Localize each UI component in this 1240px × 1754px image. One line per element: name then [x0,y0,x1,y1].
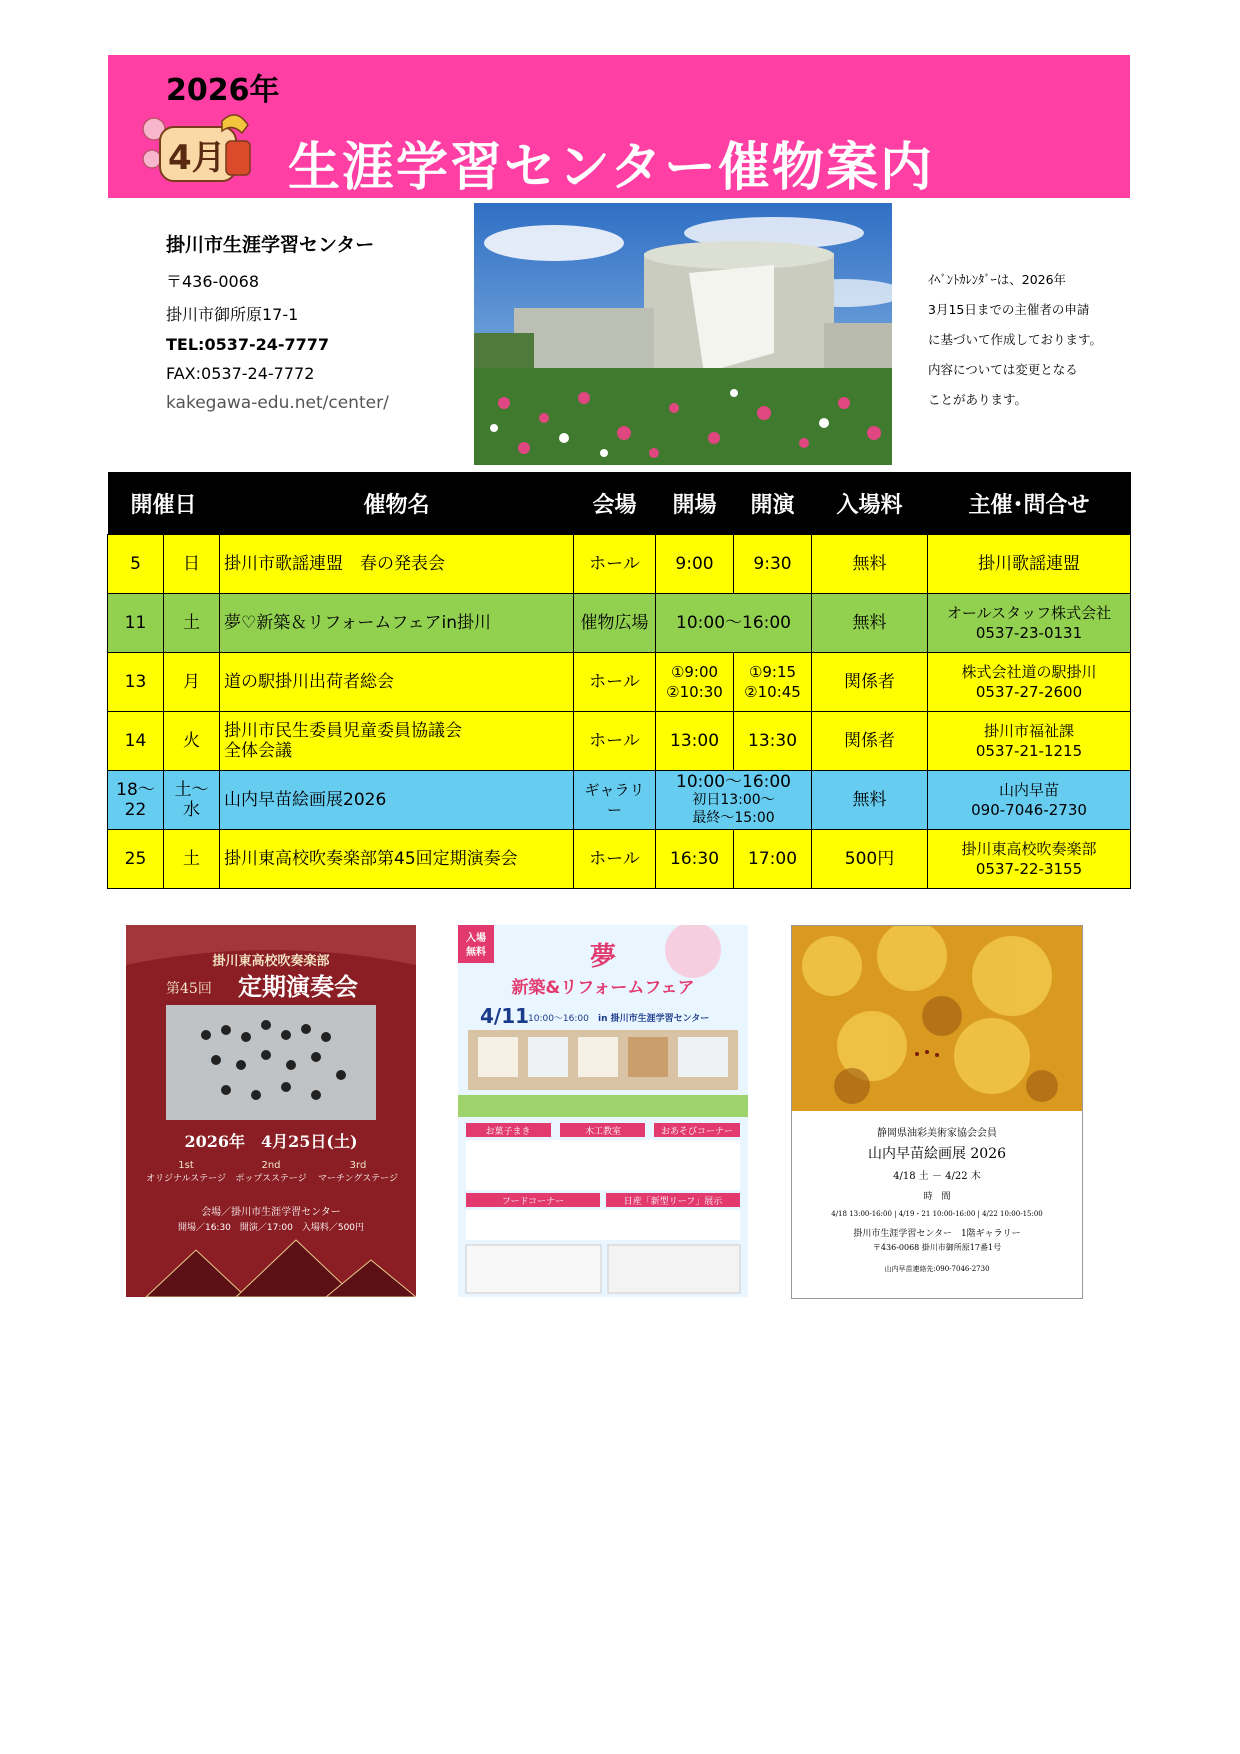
housing-fair-poster [458,925,748,1297]
header-start: 開演 [734,472,812,535]
notice-line: に基づいて作成しております。 [928,332,1103,347]
row-event [220,712,574,771]
poster2-section5: 日産「新型リーフ」展示 [623,1197,723,1207]
row-open [656,653,734,712]
notice-line: 内容については変更となる [928,362,1078,377]
row-venue: 催物広場 [574,594,656,653]
poster3-contact: 山内早苗連絡先:090-7046-2730 [884,1265,990,1273]
dow-end: 水 [183,800,200,820]
poster2-place: in 掛川市生涯学習センター [598,1014,710,1024]
table-row [108,830,1131,889]
row-dow: 土 [164,830,220,889]
poster1-date: 2026年 4月25日(土) [184,1132,358,1151]
poster2-section2: 木工教室 [584,1127,622,1137]
row-host [928,771,1131,830]
open-second: ②10:30 [666,683,723,701]
header-host: 主催･問合せ [928,472,1131,535]
row-fee: 関係者 [812,712,928,771]
header-open: 開場 [656,472,734,535]
row-dow: 月 [164,653,220,712]
header-month: 4月 [168,138,226,178]
poster1-stage3-name: マーチングステージ [318,1174,398,1184]
host-phone: 090-7046-2730 [971,801,1087,819]
time-first-day: 初日13:00～ [692,792,775,808]
table-row [108,653,1131,712]
event-line: 掛川市民生委員児童委員協議会 [224,721,463,741]
poster2-dream: 夢 [589,942,617,972]
row-event: 山内早苗絵画展2026 [220,771,574,830]
poster1-stage3: 3rd [349,1160,367,1171]
website-link[interactable]: kakegawa-edu.net/center/ [166,393,389,413]
building-photo [474,203,892,465]
poster1-times: 開場／16:30 開演／17:00 入場料／500円 [177,1223,365,1233]
row-time: 10:00～16:00 [656,594,812,653]
host-phone: 0537-23-0131 [975,624,1083,642]
start-second: ②10:45 [744,683,801,701]
row-dow [164,771,220,830]
row-start [734,653,812,712]
table-row [108,771,1131,830]
header-event: 催物名 [220,472,574,535]
row-start: 13:30 [734,712,812,771]
row-dow: 土 [164,594,220,653]
row-venue: ホール [574,653,656,712]
header-fee: 入場料 [812,472,928,535]
host-name: 掛川東高校吹奏楽部 [961,840,1097,858]
host-name: 株式会社道の駅掛川 [961,663,1097,681]
row-host [928,653,1131,712]
table-row [108,594,1131,653]
row-day: 25 [108,830,164,889]
poster2-badge-line1: 入場 [466,933,486,944]
row-event: 夢♡新築＆リフォームフェアin掛川 [220,594,574,653]
row-day: 11 [108,594,164,653]
open-first: ①9:00 [670,663,719,681]
poster2-section1: お菓子まき [485,1127,531,1137]
day-end: 22 [124,800,147,820]
poster2-time: 10:00～16:00 [528,1014,589,1024]
phone-number: TEL:0537-24-7777 [166,335,330,354]
row-host [928,712,1131,771]
day-start: 18～ [116,780,155,800]
poster2-date: 4/11 [480,1004,530,1028]
host-name: 掛川市福祉課 [984,722,1075,740]
poster2-title: 新築&リフォームフェア [511,978,695,998]
table-header-row [108,472,1131,535]
poster3-times: 4/18 13:00-16:00 | 4/19・21 10:00-16:00 | 4/22 10:00-15:00 [831,1210,1043,1218]
header-banner [108,55,1130,198]
table-row [108,535,1131,594]
dow-start: 土～ [174,780,209,800]
concert-poster [126,925,416,1297]
row-fee: 無料 [812,594,928,653]
host-phone: 0537-27-2600 [975,683,1083,701]
host-phone: 0537-21-1215 [975,742,1083,760]
row-fee: 関係者 [812,653,928,712]
poster3-dates: 4/18 土 － 4/22 木 [893,1171,981,1182]
address: 掛川市御所原17-1 [166,305,299,324]
row-host [928,594,1131,653]
header-year: 2026年 [166,73,280,108]
row-day: 5 [108,535,164,594]
row-venue: ホール [574,830,656,889]
row-day: 13 [108,653,164,712]
april-badge-icon [136,107,256,187]
poster2-section4: フードコーナー [501,1197,565,1207]
row-time [656,771,812,830]
poster3-venue: 掛川市生涯学習センター 1階ギャラリー [853,1229,1021,1239]
poster3-assoc: 静岡県油彩美術家協会会員 [877,1128,997,1139]
event-table [107,472,1131,889]
poster1-club: 掛川東高校吹奏楽部 [212,954,330,969]
poster3-title: 山内早苗絵画展 2026 [867,1146,1007,1162]
poster1-stage1-name: オリジナルステージ [146,1174,226,1184]
row-event: 道の駅掛川出荷者総会 [220,653,574,712]
row-open: 13:00 [656,712,734,771]
header-venue: 会場 [574,472,656,535]
poster1-edition: 第45回 [166,981,212,997]
header-date: 開催日 [108,472,220,535]
row-fee: 無料 [812,771,928,830]
row-event: 掛川市歌謡連盟 春の発表会 [220,535,574,594]
postal-code: 〒436-0068 [166,272,260,291]
time-last-day: 最終～15:00 [692,810,775,826]
poster2-badge-line2: 無料 [466,947,486,958]
poster1-stage2-name: ポップスステージ [235,1174,307,1184]
row-host: 掛川歌謡連盟 [928,535,1131,594]
fax-number: FAX:0537-24-7772 [166,364,315,383]
event-line: 全体会議 [224,741,293,761]
time-main: 10:00～16:00 [676,772,791,792]
poster1-stage1: 1st [178,1160,194,1171]
notice-line: ｲﾍﾞﾝﾄｶﾚﾝﾀﾞｰは、2026年 [928,272,1067,287]
host-name: オールスタッフ株式会社 [946,604,1112,622]
row-dow: 火 [164,712,220,771]
page-title: 生涯学習センター催物案内 [288,138,934,198]
calendar-notice [928,265,1148,415]
table-row [108,712,1131,771]
row-event: 掛川東高校吹奏楽部第45回定期演奏会 [220,830,574,889]
row-venue: ホール [574,535,656,594]
poster1-venue: 会場／掛川市生涯学習センター [201,1207,341,1218]
row-fee: 無料 [812,535,928,594]
start-first: ①9:15 [748,663,797,681]
row-day [108,771,164,830]
poster1-title: 定期演奏会 [238,972,358,1001]
row-venue: ギャラリー [574,771,656,830]
poster3-address: 〒436-0068 掛川市御所原17番1号 [872,1243,1002,1252]
center-name: 掛川市生涯学習センター [166,234,375,256]
poster3-label: 時 間 [923,1192,951,1202]
poster2-section3: おあそびコーナー [660,1127,734,1137]
notice-line: ことがあります。 [928,392,1028,407]
row-open: 16:30 [656,830,734,889]
row-start: 9:30 [734,535,812,594]
row-dow: 日 [164,535,220,594]
host-phone: 0537-22-3155 [975,860,1083,878]
center-info [166,230,466,413]
row-day: 14 [108,712,164,771]
row-host [928,830,1131,889]
row-venue: ホール [574,712,656,771]
poster1-stage2: 2nd [261,1160,281,1171]
exhibition-poster [791,925,1083,1299]
row-start: 17:00 [734,830,812,889]
notice-line: 3月15日までの主催者の申請 [928,302,1090,317]
row-open: 9:00 [656,535,734,594]
host-name: 山内早苗 [999,781,1060,799]
row-fee: 500円 [812,830,928,889]
